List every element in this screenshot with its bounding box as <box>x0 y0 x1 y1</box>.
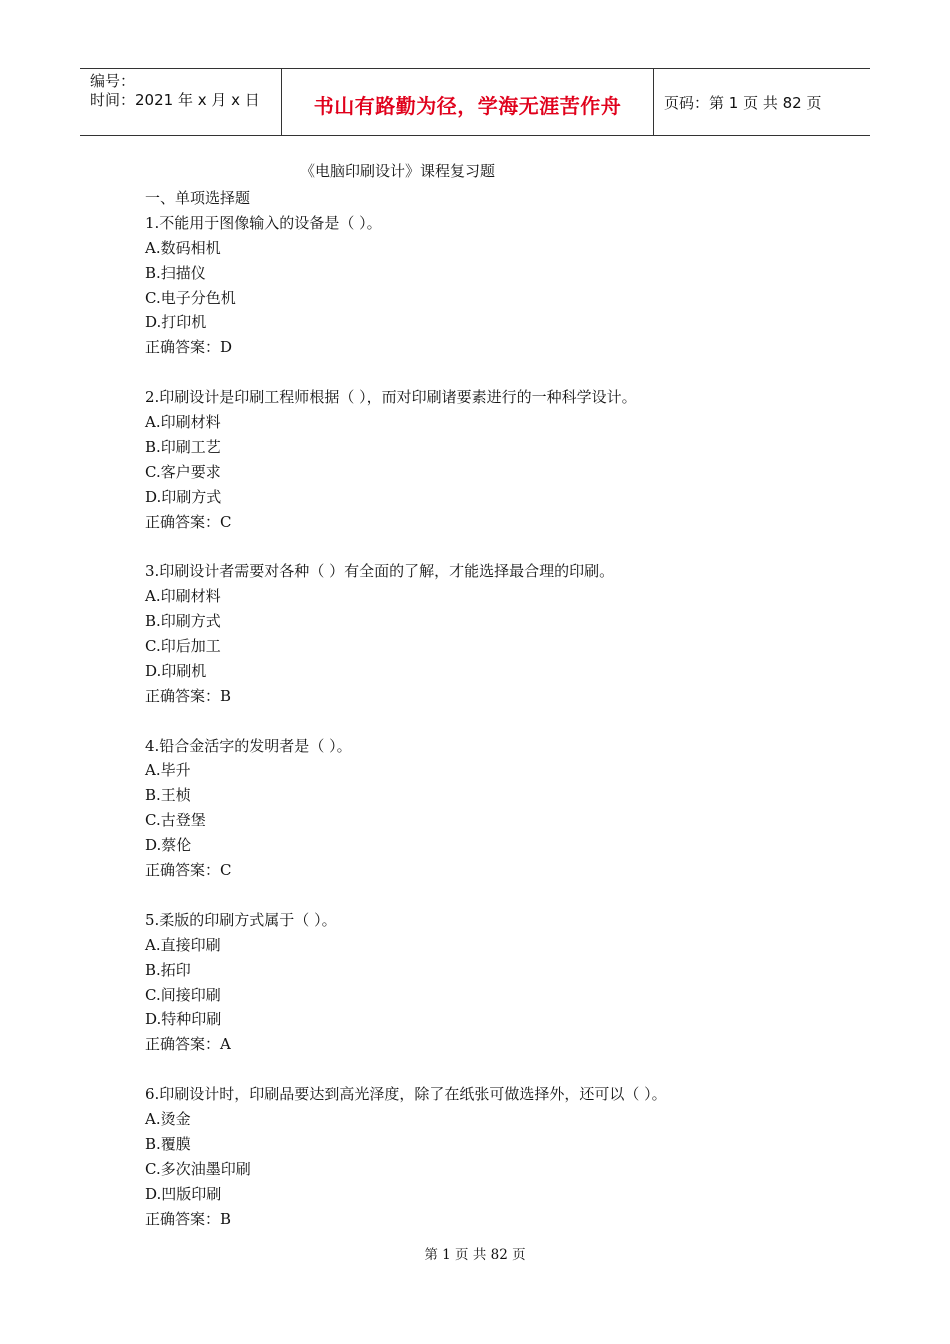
header-page-cell <box>654 69 870 135</box>
question-block <box>145 1082 845 1231</box>
question-block <box>145 211 845 360</box>
answer-line: 正确答案：C <box>145 512 232 531</box>
option-c: C.古登堡 <box>145 811 206 830</box>
question-stem: 4.铅合金活字的发明者是（ ）。 <box>145 736 352 755</box>
question-stem: 5.柔版的印刷方式属于（ ）。 <box>145 910 337 929</box>
option-b: B.拓印 <box>145 960 191 979</box>
option-a: A.烫金 <box>145 1109 191 1128</box>
question-stem: 6.印刷设计时，印刷品要达到高光泽度，除了在纸张可做选择外，还可以（ ）。 <box>145 1085 667 1104</box>
question-block <box>145 734 845 883</box>
spacer <box>145 360 845 385</box>
header-meta <box>80 69 282 135</box>
spacer <box>145 1057 845 1082</box>
question-stem: 2.印刷设计是印刷工程师根据（ ），而对印刷诸要素进行的一种科学设计。 <box>145 388 637 407</box>
answer-line: 正确答案：B <box>145 686 232 705</box>
option-d: D.打印机 <box>145 313 207 332</box>
answer-line: 正确答案：D <box>145 338 233 357</box>
option-c: C.多次油墨印刷 <box>145 1159 251 1178</box>
option-c: C.电子分色机 <box>145 288 236 307</box>
question-stem: 3.印刷设计者需要对各种（ ）有全面的了解，才能选择最合理的印刷。 <box>145 562 615 581</box>
option-c: C.印后加工 <box>145 637 221 656</box>
option-d: D.特种印刷 <box>145 1010 222 1029</box>
option-d: D.凹版印刷 <box>145 1184 222 1203</box>
question-block <box>145 385 845 534</box>
option-a: A.印刷材料 <box>145 587 221 606</box>
option-c: C.间接印刷 <box>145 985 221 1004</box>
option-a: A.数码相机 <box>145 238 221 257</box>
spacer <box>145 883 845 908</box>
question-block <box>145 908 845 1057</box>
number-label: 编号： <box>90 72 136 90</box>
answer-line: 正确答案：C <box>145 861 232 880</box>
question-block <box>145 559 845 708</box>
document-header <box>80 68 870 136</box>
section-heading: 一、单项选择题 <box>145 189 251 207</box>
time-label: 时间：2021 年 x 月 x 日 <box>90 91 260 109</box>
option-d: D.印刷机 <box>145 661 207 680</box>
option-b: B.印刷工艺 <box>145 437 221 456</box>
option-a: A.印刷材料 <box>145 413 221 432</box>
option-b: B.扫描仪 <box>145 263 206 282</box>
spacer <box>145 534 845 559</box>
document-title: 《电脑印刷设计》课程复习题 <box>300 162 496 180</box>
option-b: B.印刷方式 <box>145 612 221 631</box>
document-body <box>145 186 845 1231</box>
page-footer: 第 1 页 共 82 页 <box>424 1247 526 1263</box>
answer-line: 正确答案：A <box>145 1035 231 1054</box>
option-a: A.直接印刷 <box>145 935 221 954</box>
option-d: D.印刷方式 <box>145 487 222 506</box>
page-info: 页码：第 1 页 共 82 页 <box>664 93 822 112</box>
option-b: B.覆膜 <box>145 1134 191 1153</box>
answer-line: 正确答案：B <box>145 1209 232 1228</box>
option-a: A.毕升 <box>145 761 191 780</box>
option-b: B.王桢 <box>145 786 191 805</box>
spacer <box>145 709 845 734</box>
question-stem: 1.不能用于图像输入的设备是（ ）。 <box>145 213 382 232</box>
motto-text: 书山有路勤为径，学海无涯苦作舟 <box>313 93 622 118</box>
option-c: C.客户要求 <box>145 462 221 481</box>
option-d: D.蔡伦 <box>145 836 192 855</box>
header-motto-cell <box>282 69 654 135</box>
